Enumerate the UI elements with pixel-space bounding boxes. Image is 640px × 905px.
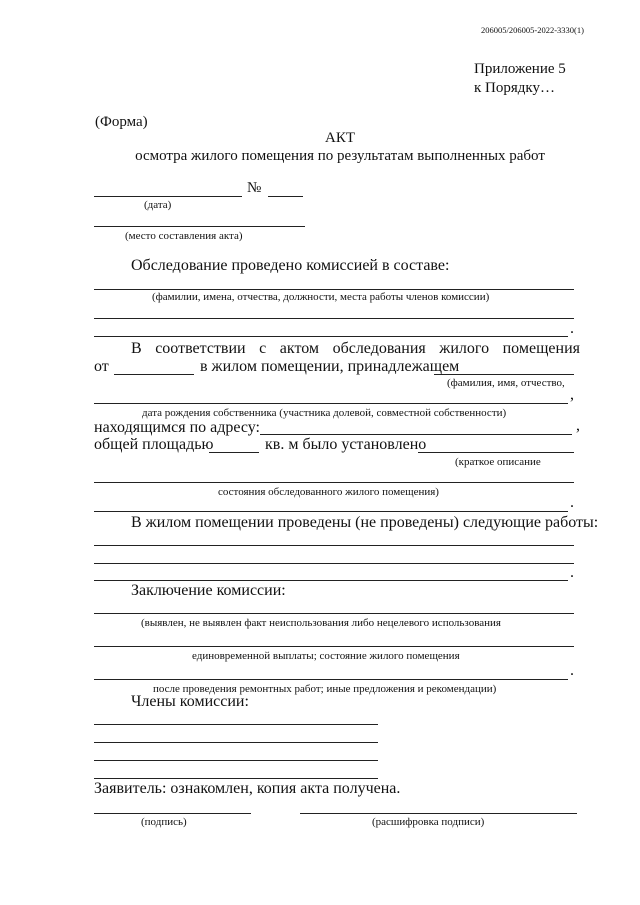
number-line [268, 196, 303, 197]
place-line [94, 226, 305, 227]
commission-line-3 [94, 336, 568, 337]
member-line-4 [94, 778, 378, 779]
description-line-3 [94, 511, 568, 512]
commission-caption: (фамилии, имена, отчества, должности, места работы членов комиссии) [152, 291, 490, 303]
description-end-dot: . [570, 494, 574, 511]
owner-line [434, 374, 574, 375]
member-line-1 [94, 724, 378, 725]
owner-comma: , [570, 386, 574, 403]
signature-caption: (подпись) [141, 816, 187, 828]
para1-word: соответствии [155, 340, 246, 357]
number-sign: № [247, 180, 262, 196]
decoding-caption: (расшифровка подписи) [372, 816, 485, 828]
para1-word: В [131, 340, 142, 357]
para1-word: с [259, 340, 267, 357]
condition-caption: состояния обследованного жилого помещения) [218, 486, 439, 498]
para1-word: жилого [439, 340, 490, 357]
owner-line-2 [94, 403, 568, 404]
area-label: общей площадью [94, 436, 214, 453]
works-line-2 [94, 563, 574, 564]
signature-line [94, 813, 251, 814]
form-label: (Форма) [95, 114, 148, 130]
para1-line1 [131, 340, 580, 358]
document-title: АКТ [325, 130, 355, 146]
date-line [94, 196, 242, 197]
document-subtitle: осмотра жилого помещения по результатам выполненных работ [135, 148, 545, 164]
commission-intro: Обследование проведено комиссией в составе: [131, 257, 450, 274]
members-heading: Члены комиссии: [131, 693, 249, 710]
conclusion-end-dot: . [570, 662, 574, 679]
description-line [418, 452, 574, 453]
conclusion-line-2 [94, 646, 574, 647]
works-line-3 [94, 580, 568, 581]
para1-word: актом [279, 340, 320, 357]
appendix-number: Приложение 5 [474, 61, 566, 77]
conclusion-caption-2: единовременной выплаты; состояние жилого помещения [192, 650, 460, 662]
conclusion-caption-1: (выявлен, не выявлен факт неиспользования либо нецелевого использования [141, 617, 501, 629]
owner-birth-caption: дата рождения собственника (участника долевой, совместной собственности) [142, 407, 507, 419]
conclusion-line-3 [94, 679, 568, 680]
area-line [209, 452, 259, 453]
owner-intro: в жилом помещении, принадлежащем [200, 358, 460, 375]
description-caption: (краткое описание [455, 456, 541, 468]
commission-line-1 [94, 289, 574, 290]
works-heading: В жилом помещении проведены (не проведены) следующие работы: [131, 514, 599, 531]
date-caption: (дата) [144, 199, 172, 211]
established-label: кв. м было установлено [265, 436, 427, 453]
from-label: от [94, 358, 109, 375]
owner-caption: (фамилия, имя, отчество, [447, 377, 565, 389]
applicant-line: Заявитель: ознакомлен, копия акта получена. [94, 780, 401, 797]
document-code: 206005/206005-2022-3330(1) [481, 25, 584, 35]
address-label: находящимся по адресу: [94, 419, 260, 436]
works-end-dot: . [570, 564, 574, 581]
address-line [260, 434, 572, 435]
member-line-2 [94, 742, 378, 743]
description-line-2 [94, 482, 574, 483]
member-line-3 [94, 760, 378, 761]
address-comma: , [576, 417, 580, 434]
conclusion-caption-3: после проведения ремонтных работ; иные предложения и рекомендации) [153, 683, 497, 695]
para1-word: помещения [502, 340, 580, 357]
act-date-line [114, 374, 194, 375]
conclusion-heading: Заключение комиссии: [131, 582, 286, 599]
commission-end-dot: . [570, 320, 574, 337]
para1-word: обследования [332, 340, 426, 357]
commission-line-2 [94, 318, 574, 319]
place-caption: (место составления акта) [125, 230, 243, 242]
conclusion-line-1 [94, 613, 574, 614]
works-line-1 [94, 545, 574, 546]
decoding-line [300, 813, 577, 814]
appendix-reference: к Порядку… [474, 80, 555, 96]
